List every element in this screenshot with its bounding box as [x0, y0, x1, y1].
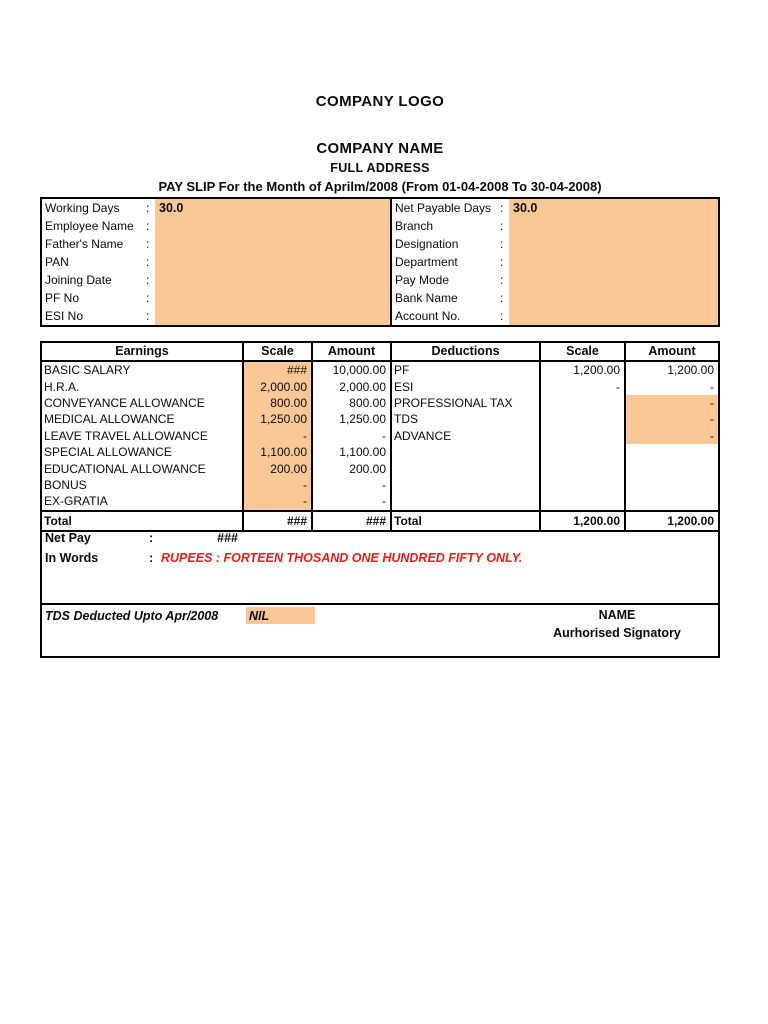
info-label: Father's Name: [45, 237, 124, 251]
info-value-field: [155, 271, 390, 289]
tds-deducted-value: NIL: [246, 607, 315, 624]
colon: :: [500, 201, 504, 215]
net-pay-label: Net Pay: [45, 531, 91, 545]
earning-amount: 1,250.00: [311, 411, 390, 427]
earning-amount: 800.00: [311, 395, 390, 411]
deduction-scale-empty: [539, 477, 624, 493]
net-pay-summary: [40, 527, 720, 605]
deduction-scale: 1,200.00: [539, 362, 624, 378]
in-words-value: RUPEES : FORTEEN THOSAND ONE HUNDRED FIFTY ONLY.: [161, 551, 523, 565]
deduction-name-empty: [390, 444, 539, 460]
deduction-name: ESI: [390, 378, 539, 394]
earnings-total-scale: ###: [242, 510, 311, 530]
colon: :: [500, 309, 504, 323]
earning-amount: -: [311, 477, 390, 493]
earning-amount: 10,000.00: [311, 362, 390, 378]
earning-name: SPECIAL ALLOWANCE: [44, 445, 172, 460]
info-row-employee-name: [42, 217, 390, 235]
earning-scale: 200.00: [242, 460, 311, 476]
info-row-department: [392, 253, 718, 271]
info-row-pay-mode: [392, 271, 718, 289]
info-value-field: [509, 271, 718, 289]
earning-amount: 2,000.00: [311, 378, 390, 394]
info-row-account-no: [392, 307, 718, 325]
earnings-total-label: Total: [42, 510, 242, 530]
employee-info-left: [42, 199, 392, 325]
info-value-field: [155, 217, 390, 235]
deduction-amount: 1,200.00: [624, 362, 718, 378]
deduction-scale: [539, 395, 624, 411]
earning-amount: -: [311, 493, 390, 509]
deduction-amount: -: [624, 411, 718, 427]
colon: :: [149, 531, 154, 545]
colon: :: [146, 291, 150, 305]
info-label: Net Payable Days: [395, 201, 492, 215]
earning-name: BONUS: [44, 477, 87, 492]
earnings-total-amount: ###: [311, 510, 390, 530]
info-label: Branch: [395, 219, 434, 233]
col-header-earnings-scale: Scale: [242, 343, 311, 362]
info-label: PAN: [45, 255, 69, 269]
earning-amount: 200.00: [311, 460, 390, 476]
col-header-earnings: Earnings: [42, 343, 242, 362]
info-value-field: [155, 289, 390, 307]
earning-scale: 800.00: [242, 395, 311, 411]
earning-name: BASIC SALARY: [44, 363, 131, 378]
colon: :: [500, 237, 504, 251]
earning-scale: -: [242, 493, 311, 509]
signatory-block: [532, 608, 702, 640]
deduction-scale-empty: [539, 460, 624, 476]
deduction-name-empty: [390, 460, 539, 476]
info-label: Account No.: [395, 309, 461, 323]
deduction-amount-empty: [624, 444, 718, 460]
info-value-field: [509, 253, 718, 271]
deduction-name: TDS: [390, 411, 539, 427]
col-header-earnings-amount: Amount: [311, 343, 390, 362]
deductions-total-scale: 1,200.00: [539, 510, 624, 530]
info-label: Bank Name: [395, 291, 458, 305]
colon: :: [149, 551, 154, 565]
info-label: Pay Mode: [395, 273, 450, 287]
info-row-fathers-name: [42, 235, 390, 253]
deduction-name: PROFESSIONAL TAX: [390, 395, 539, 411]
info-value-field: [155, 307, 390, 325]
in-words-label: In Words: [45, 551, 99, 565]
colon: :: [146, 219, 150, 233]
earning-name: EX-GRATIA: [44, 494, 108, 509]
signatory-title: Aurhorised Signatory: [553, 626, 681, 640]
earning-amount: 1,100.00: [311, 444, 390, 460]
deduction-amount-empty: [624, 477, 718, 493]
info-label: Working Days: [45, 201, 120, 215]
info-label: PF No: [45, 291, 80, 305]
deductions-total-amount: 1,200.00: [624, 510, 718, 530]
info-row-pan: [42, 253, 390, 271]
info-row-net-payable-days: [392, 199, 718, 217]
earning-scale: 1,250.00: [242, 411, 311, 427]
net-pay-row: [42, 531, 718, 545]
info-row-bank-name: [392, 289, 718, 307]
info-label: Department: [395, 255, 458, 269]
info-row-joining-date: [42, 271, 390, 289]
earning-scale: ###: [242, 362, 311, 378]
in-words-row: [42, 551, 718, 565]
earning-name: H.R.A.: [44, 379, 80, 394]
colon: :: [146, 201, 150, 215]
info-value-field: [155, 235, 390, 253]
deduction-amount: -: [624, 428, 718, 444]
deduction-scale-empty: [539, 444, 624, 460]
colon: :: [500, 273, 504, 287]
info-row-esi-no: [42, 307, 390, 325]
deduction-scale: -: [539, 378, 624, 394]
deduction-scale: [539, 411, 624, 427]
company-address: FULL ADDRESS: [330, 161, 430, 175]
deduction-amount-empty: [624, 460, 718, 476]
employee-info-table: [40, 197, 720, 327]
deduction-amount: -: [624, 378, 718, 394]
earning-scale: 2,000.00: [242, 378, 311, 394]
colon: :: [146, 255, 150, 269]
col-header-deductions-scale: Scale: [539, 343, 624, 362]
employee-info-right: [392, 199, 718, 325]
info-value-field: 30.0: [509, 199, 718, 217]
earning-scale: -: [242, 428, 311, 444]
colon: :: [146, 309, 150, 323]
earning-scale: 1,100.00: [242, 444, 311, 460]
deduction-scale-empty: [539, 493, 624, 509]
info-value-field: [509, 235, 718, 253]
info-row-designation: [392, 235, 718, 253]
company-logo-text: COMPANY LOGO: [315, 93, 445, 110]
info-label: Joining Date: [45, 273, 112, 287]
earning-name: MEDICAL ALLOWANCE: [44, 412, 175, 427]
info-value-field: [509, 217, 718, 235]
earning-name: EDUCATIONAL ALLOWANCE: [44, 461, 206, 476]
tds-deducted-label: TDS Deducted Upto Apr/2008: [45, 609, 219, 623]
net-pay-value: ###: [217, 531, 238, 545]
colon: :: [146, 273, 150, 287]
colon: :: [146, 237, 150, 251]
deduction-amount-empty: [624, 493, 718, 509]
info-row-working-days: [42, 199, 390, 217]
payslip-title: PAY SLIP For the Month of Aprilm/2008 (From 01-04-2008 To 30-04-2008): [158, 179, 602, 194]
salary-table: [40, 341, 720, 532]
deduction-name: PF: [390, 362, 539, 378]
info-value-field: [155, 253, 390, 271]
deduction-name-empty: [390, 477, 539, 493]
colon: :: [500, 255, 504, 269]
colon: :: [500, 291, 504, 305]
info-value-field: 30.0: [155, 199, 390, 217]
colon: :: [500, 219, 504, 233]
info-value-field: [509, 289, 718, 307]
earning-name: LEAVE TRAVEL ALLOWANCE: [44, 428, 208, 443]
info-value-field: [509, 307, 718, 325]
deduction-scale: [539, 428, 624, 444]
deduction-amount: -: [624, 395, 718, 411]
info-row-branch: [392, 217, 718, 235]
info-label: Employee Name: [45, 219, 134, 233]
company-name: COMPANY NAME: [316, 140, 444, 157]
col-header-deductions: Deductions: [390, 343, 539, 362]
deduction-name-empty: [390, 493, 539, 509]
info-row-pf-no: [42, 289, 390, 307]
signatory-name: NAME: [598, 608, 636, 622]
earning-scale: -: [242, 477, 311, 493]
col-header-deductions-amount: Amount: [624, 343, 718, 362]
deductions-total-label: Total: [390, 510, 539, 530]
info-label: ESI No: [45, 309, 84, 323]
footer-section: [40, 605, 720, 658]
earning-amount: -: [311, 428, 390, 444]
earning-name: CONVEYANCE ALLOWANCE: [44, 395, 205, 410]
deduction-name: ADVANCE: [390, 428, 539, 444]
info-label: Designation: [395, 237, 459, 251]
